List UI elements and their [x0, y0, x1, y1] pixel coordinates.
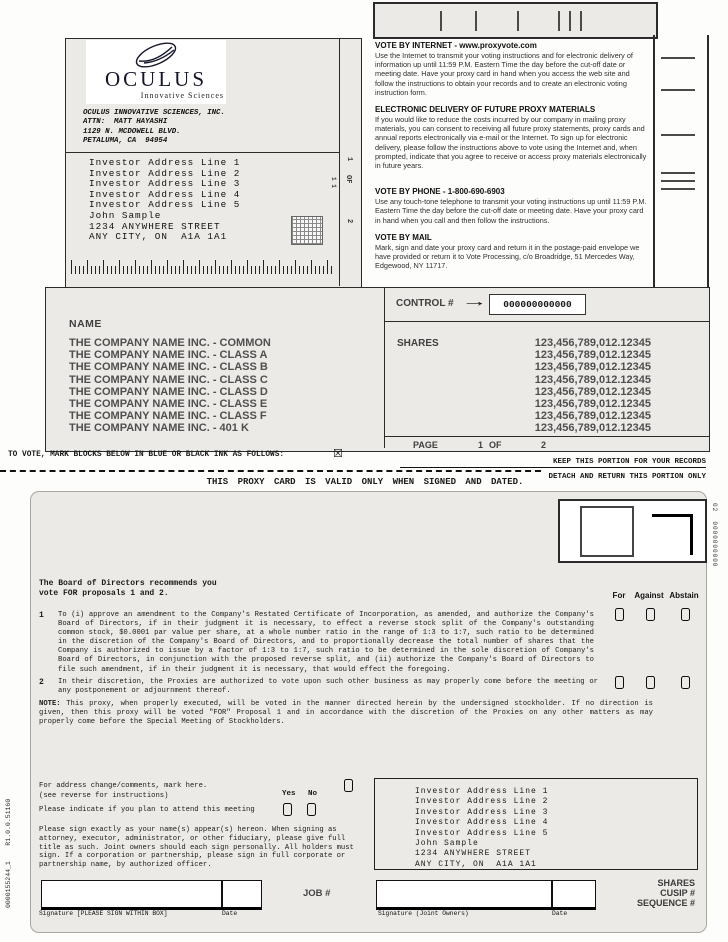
margin-tick: [661, 188, 695, 190]
shares-value: 123,456,789,012.12345: [534, 361, 651, 374]
recommendation-line: vote FOR proposals 1 and 2.: [39, 588, 169, 598]
column-header-abstain: Abstain: [669, 591, 699, 600]
section-title: VOTE BY MAIL: [375, 232, 432, 242]
investor-address-line: John Sample: [89, 209, 162, 221]
shares-label: SHARES: [397, 338, 439, 349]
account-row: THE COMPANY NAME INC. - CLASS B: [69, 361, 268, 374]
barcode-bar: [517, 11, 519, 31]
shares-value: 123,456,789,012.12345: [534, 349, 651, 362]
oculus-lens-icon: [131, 41, 181, 69]
job-number-label: JOB #: [303, 888, 331, 899]
proposal-1-number: 1: [39, 611, 44, 620]
proposal-1-abstain-checkbox[interactable]: [681, 608, 690, 621]
shares-value: 123,456,789,012.12345: [534, 410, 651, 423]
investor-address-line: Investor Address Line 2: [89, 167, 241, 179]
left-edge-code: 0000155244_1 R1.0.0.51160: [5, 798, 12, 908]
detach-return-label: DETACH AND RETURN THIS PORTION ONLY: [548, 473, 706, 481]
board-recommendation: [39, 579, 217, 598]
date-primary-label: Date: [222, 910, 238, 917]
address-change-prompt: [39, 782, 207, 801]
sender-address-line: PETALUMA, CA 94954: [83, 136, 168, 145]
barcode-bar: [558, 11, 560, 31]
account-row: THE COMPANY NAME INC. - COMMON: [69, 337, 271, 349]
proposal-1-for-checkbox[interactable]: [615, 608, 624, 621]
attend-no-checkbox[interactable]: [307, 803, 316, 816]
control-number-field: 000000000000: [489, 294, 586, 315]
attend-meeting-prompt: Please indicate if you plan to attend this meeting: [39, 806, 255, 814]
shares-value: 123,456,789,012.12345: [534, 422, 651, 435]
address-change-line: (see reverse for instructions): [39, 791, 169, 800]
sender-address: [83, 109, 225, 146]
logo-wordmark: OCULUS: [104, 67, 207, 91]
account-summary-box: [45, 287, 710, 452]
proposal-2-number: 2: [39, 678, 44, 687]
signature-primary-label: Signature [PLEASE SIGN WITHIN BOX]: [39, 910, 168, 917]
barcode-bar: [440, 11, 442, 31]
signature-box-joint[interactable]: [376, 880, 596, 910]
logo-tagline: Innovative Sciences: [140, 91, 224, 100]
recommendation-line: The Board of Directors recommends you: [39, 579, 217, 588]
right-arrow-icon: →: [461, 293, 488, 309]
shares-value: 123,456,789,012.12345: [534, 385, 651, 398]
right-label: CUSIP #: [660, 888, 695, 898]
shares-values: [501, 337, 651, 435]
signature-joint-label: Signature (Joint Owners): [378, 910, 469, 917]
investor-address: [89, 158, 240, 243]
investor-address-line: ANY CITY, ON A1A 1A1: [415, 859, 537, 869]
page-of: OF: [489, 440, 502, 450]
investor-address-line: ANY CITY, ON A1A 1A1: [89, 231, 228, 243]
proposal-2-text: In their discretion, the Proxies are authorized to vote upon such other business as may properly come before the meeting or any postponement or adjournment thereof.: [58, 678, 598, 696]
date-joint-label: Date: [552, 910, 568, 917]
vote-by-mail-section: [375, 233, 647, 271]
margin-tick: [661, 57, 695, 59]
right-label: SHARES: [657, 878, 695, 888]
section-body: Use the Internet to transmit your voting instructions and for electronic delivery of information up until 11:59 P.M. Eastern Time the day before the cut-off date or meeting date. Have your proxy card in hand when you access the web site and follow the instructions to obtain your records and to create an electronic voting instruction form.: [375, 51, 633, 97]
margin-tick: [661, 134, 695, 136]
sender-address-line: 1129 N. MCDOWELL BLVD.: [83, 127, 181, 136]
shares-value: 123,456,789,012.12345: [534, 398, 651, 411]
column-header-for: For: [612, 591, 626, 600]
section-body: Mark, sign and date your proxy card and return it in the postage-paid envelope we have provided or return it to Vote Processing, c/o Broadridge, 51 Mercedes Way, Edgewood, NY 11717.: [375, 242, 640, 271]
page-strip-one: 1: [345, 157, 353, 162]
vote-instructions: [375, 41, 647, 278]
note-paragraph: [39, 700, 653, 727]
address-divider: [66, 152, 339, 153]
section-title: ELECTRONIC DELIVERY OF FUTURE PROXY MATERIALS: [375, 105, 596, 115]
barcode-bar: [475, 11, 477, 31]
page-label: PAGE: [413, 440, 438, 450]
investor-address-line: 1234 ANYWHERE STREET: [415, 849, 532, 859]
postal-ruler-barcode: [71, 258, 334, 274]
margin-tick: [661, 180, 695, 182]
margin-tick: [661, 172, 695, 174]
page-strip-marks: 1 1: [330, 177, 337, 188]
name-label: NAME: [69, 318, 102, 330]
investor-address-line: Investor Address Line 4: [89, 188, 241, 200]
section-body: If you would like to reduce the costs incurred by our company in mailing proxy materials, you can consent to receiving all future proxy statements, proxy cards and annual reports electronically via e-mail or the Internet. To sign up for electronic delivery, please follow the instructions above to vote using the Internet and, when prompted, indicate that you agree to receive or access proxy materials electronically in future years.: [375, 115, 647, 171]
shares-cusip-sequence-labels: [595, 878, 695, 908]
investor-address-line: Investor Address Line 3: [89, 178, 241, 190]
company-logo: [86, 40, 226, 104]
right-column-right-rule: [707, 35, 709, 287]
sender-address-line: ATTN: MATT HAYASHI: [83, 118, 168, 127]
control-row-divider: [384, 321, 709, 322]
bottom-investor-address-box: [374, 778, 698, 870]
vote-by-internet-section: [375, 41, 647, 97]
signature-instructions: Please sign exactly as your name(s) appear(s) hereon. When signing as attorney, executor, administrator, or other fiduciary, please give full title as such. Joint owners should each sign personally. All holders must sign. If a corporation or partnership, please sign in full corporate or partnership name, by authorized officer.: [39, 826, 354, 870]
note-label: NOTE:: [39, 700, 61, 708]
acct-box-divider: [384, 288, 385, 448]
to-vote-instruction: TO VOTE, MARK BLOCKS BELOW IN BLUE OR BLACK INK AS FOLLOWS:: [8, 451, 285, 459]
column-header-against: Against: [634, 591, 664, 600]
vote-by-phone-section: [375, 187, 647, 225]
ballot-card: [30, 491, 707, 933]
valid-when-signed-label: THIS PROXY CARD IS VALID ONLY WHEN SIGNED AND DATED.: [206, 477, 524, 487]
investor-address-line: Investor Address Line 5: [415, 828, 549, 838]
page-row-divider: [384, 436, 709, 437]
investor-address-line: Investor Address Line 2: [415, 797, 549, 807]
page-strip-two: 2: [345, 219, 353, 224]
investor-address-line: Investor Address Line 3: [415, 807, 549, 817]
sender-address-line: OCULUS INNOVATIVE SCIENCES, INC.: [83, 109, 225, 117]
investor-address-line: Investor Address Line 4: [415, 818, 549, 828]
account-row: THE COMPANY NAME INC. - CLASS E: [69, 398, 268, 411]
mail-barcode-box: [373, 2, 658, 39]
page-total: 2: [541, 440, 547, 450]
proposal-1-against-checkbox[interactable]: [646, 608, 655, 621]
barcode-bar: [569, 11, 571, 31]
bottom-investor-address: [415, 787, 548, 870]
account-row: THE COMPANY NAME INC. - 401 K: [69, 422, 249, 435]
electronic-delivery-section: [375, 105, 647, 170]
address-change-line: For address change/comments, mark here.: [39, 782, 208, 790]
right-label: SEQUENCE #: [636, 898, 695, 908]
investor-address-line: 1234 ANYWHERE STREET: [89, 220, 221, 232]
account-row: THE COMPANY NAME INC. - CLASS D: [69, 385, 268, 398]
shares-value: 123,456,789,012.12345: [534, 337, 651, 349]
right-column-left-rule: [653, 35, 655, 287]
account-row: THE COMPANY NAME INC. - CLASS A: [69, 349, 268, 362]
keep-portion-label: KEEP THIS PORTION FOR YOUR RECORDS: [400, 458, 706, 468]
proposal-2-for-checkbox[interactable]: [615, 676, 624, 689]
note-text: This proxy, when properly executed, will be voted in the manner directed herein by the undersigned stockholder. If no direction is given, then this proxy will be voted "FOR" Proposal 1 and in accordance with the discretion of the Proxies on any other matters as may properly come before the Special Meeting of Stockholders.: [39, 700, 653, 727]
crosshatch-grid: [291, 216, 323, 245]
page-strip-of: OF: [344, 175, 352, 184]
address-change-checkbox[interactable]: [344, 779, 353, 792]
section-title: VOTE BY PHONE - 1-800-690-6903: [375, 187, 505, 197]
margin-tick: [661, 89, 695, 91]
yes-label: Yes: [282, 790, 296, 798]
proposal-1-text: To (i) approve an amendment to the Company's Restated Certificate of Incorporation, as amended, and authorize the Company's Board of Directors, if in their judgment it is necessary, to effect a reverse stock split of the Company's outstanding common stock, $0.0001 par value per share, at a whole number ratio in the range of 1:3 to 1:7, such ratio to be determined in the discretion of the Company's Board of Directors, and to proportionally decrease the total number of shares that the Company is authorized to issue by a factor of 1:3 to 1:7, such ratio to be determined in the sole discretion of Company's Board of Directors, in conjunction with the proposed reverse split, and (ii) authorize the Company's Board of Directors to file such amendment, if in their judgment it is necessary, that would effect the foregoing.: [58, 611, 594, 674]
signature-box-primary[interactable]: [41, 880, 262, 910]
investor-address-line: Investor Address Line 5: [89, 199, 241, 211]
proposal-2-against-checkbox[interactable]: [646, 676, 655, 689]
investor-address-line: John Sample: [415, 839, 479, 849]
shares-value: 123,456,789,012.12345: [534, 373, 651, 386]
section-body: Use any touch-tone telephone to transmit your voting instructions up until 11:59 P.M. Eastern Time the day before the cut-off date or meeting date. Have your proxy card in hand when you call and then follow the instructions.: [375, 197, 647, 225]
investor-address-line: Investor Address Line 1: [89, 157, 241, 168]
barcode-bar: [580, 11, 582, 31]
page-current: 1: [478, 440, 484, 450]
marked-box-icon: ☒: [333, 448, 343, 460]
control-label: CONTROL #: [396, 298, 454, 309]
section-title: VOTE BY INTERNET - www.proxyvote.com: [375, 41, 537, 50]
account-list: [69, 337, 271, 435]
account-row: THE COMPANY NAME INC. - CLASS C: [69, 373, 268, 386]
corner-mark: [652, 514, 693, 555]
right-edge-code: 02 0000000000: [711, 503, 718, 568]
mailing-address-box: [65, 38, 362, 290]
investor-address-line: Investor Address Line 1: [415, 787, 549, 796]
alignment-square: [580, 506, 634, 557]
page-strip-divider: [339, 39, 340, 286]
scanner-alignment-box: [558, 499, 707, 563]
attend-yes-checkbox[interactable]: [283, 803, 292, 816]
detach-dashed-line: [0, 470, 541, 472]
account-row: THE COMPANY NAME INC. - CLASS F: [69, 410, 267, 423]
proposal-2-abstain-checkbox[interactable]: [681, 676, 690, 689]
no-label: No: [308, 790, 318, 798]
